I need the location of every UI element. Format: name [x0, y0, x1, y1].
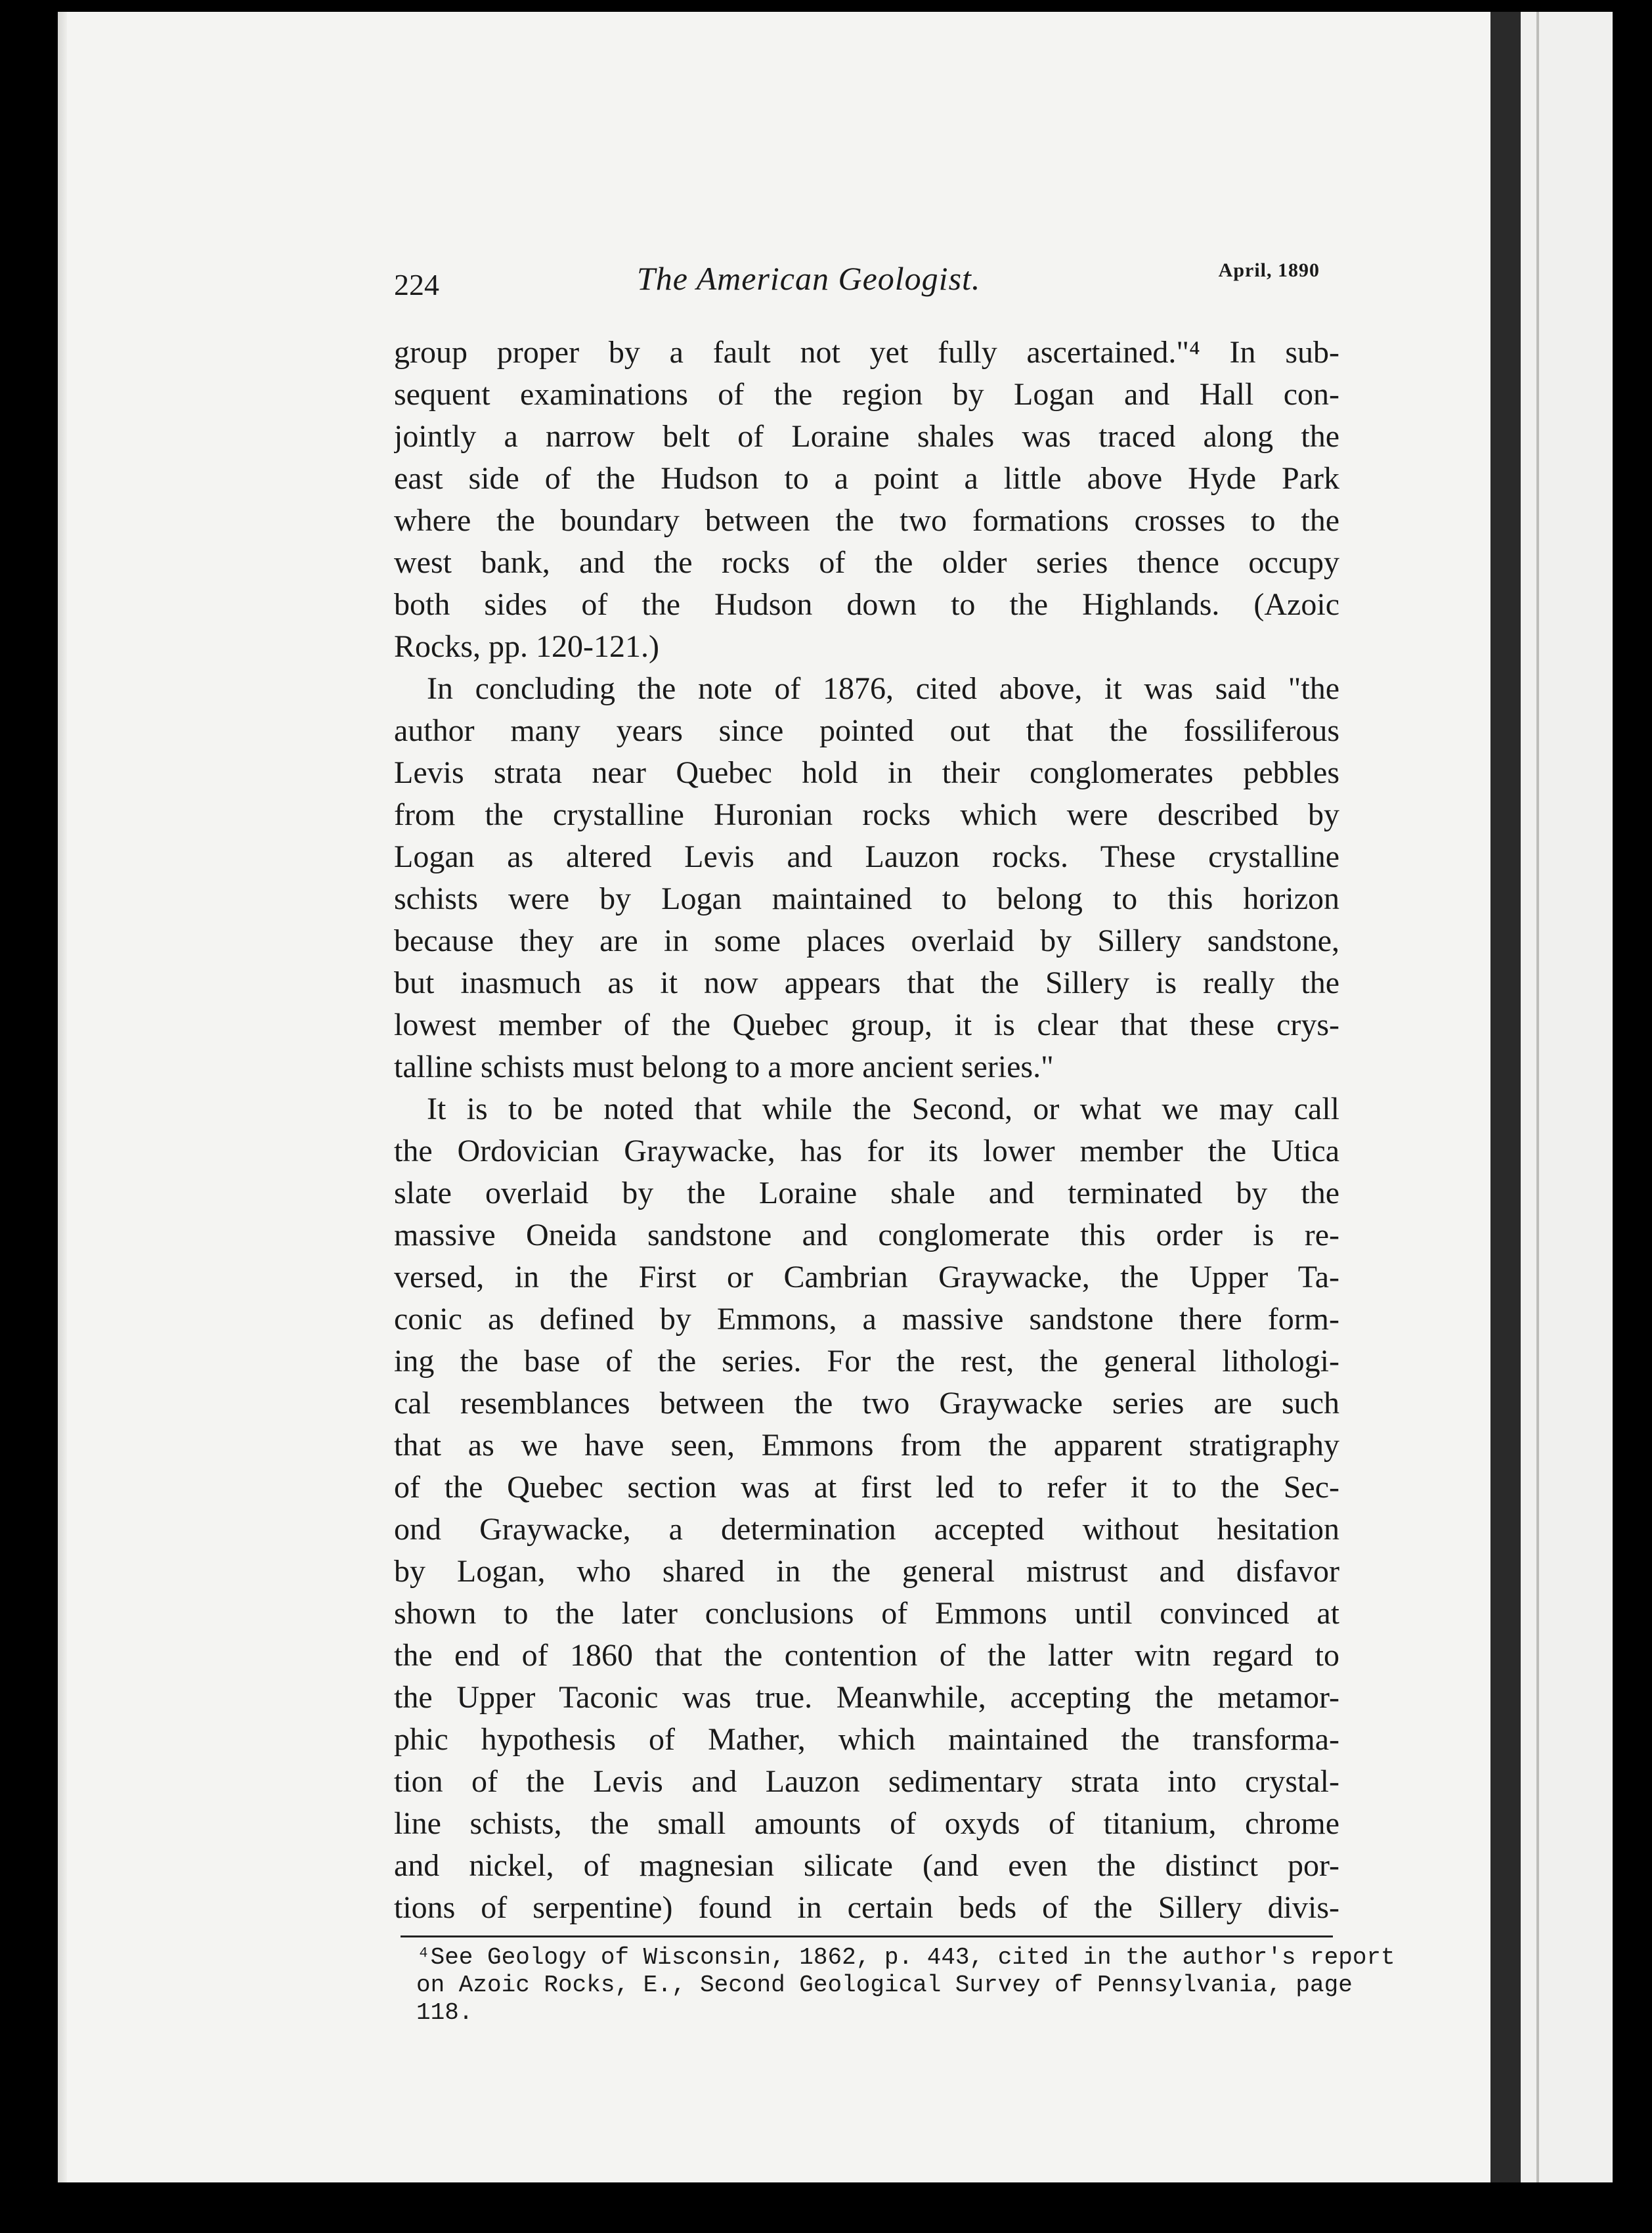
text-line: both sides of the Hudson down to the Highlands. (Azoic — [394, 587, 1339, 622]
text-line: In concluding the note of 1876, cited above, it was said "the — [427, 671, 1339, 706]
text-line: author many years since pointed out that the fossiliferous — [394, 713, 1339, 748]
text-line: east side of the Hudson to a point a little above Hyde Park — [394, 461, 1339, 496]
journal-title: The American Geologist. — [637, 260, 981, 297]
text-line: conic as defined by Emmons, a massive sandstone there form- — [394, 1302, 1339, 1337]
text-line: because they are in some places overlaid by Sillery sandstone, — [394, 923, 1339, 958]
text-line: cal resemblances between the two Graywacke series are such — [394, 1386, 1339, 1421]
text-line: tion of the Levis and Lauzon sedimentary strata into crystal- — [394, 1764, 1339, 1799]
text-line: massive Oneida sandstone and conglomerate this order is re- — [394, 1218, 1339, 1252]
text-line: slate overlaid by the Loraine shale and terminated by the — [394, 1176, 1339, 1210]
text-line: jointly a narrow belt of Loraine shales was traced along the — [394, 419, 1339, 454]
text-line: shown to the later conclusions of Emmons until convinced at — [394, 1596, 1339, 1631]
footnote-line: ⁴See Geology of Wisconsin, 1862, p. 443, cited in the author's report — [416, 1944, 1395, 1971]
text-line: Levis strata near Quebec hold in their conglomerates pebbles — [394, 755, 1339, 790]
footnote — [394, 1944, 1395, 2027]
facing-page-border — [1536, 12, 1539, 2182]
text-line: ing the base of the series. For the rest, the general lithologi- — [394, 1344, 1339, 1379]
text-line: where the boundary between the two formations crosses to the — [394, 503, 1339, 538]
page-left-edge — [58, 12, 67, 2182]
running-header — [394, 259, 1339, 319]
text-line: group proper by a fault not yet fully ascertained."⁴ In sub- — [394, 335, 1339, 370]
text-line: schists were by Logan maintained to belong to this horizon — [394, 881, 1339, 916]
paragraph-2 — [394, 668, 1339, 1088]
text-line: It is to be noted that while the Second, or what we may call — [427, 1092, 1339, 1126]
text-line: line schists, the small amounts of oxyds of titanium, chrome — [394, 1806, 1339, 1841]
footnote-rule — [401, 1935, 1333, 1937]
text-line: from the crystalline Huronian rocks which were described by — [394, 797, 1339, 832]
text-line: Logan as altered Levis and Lauzon rocks. These crystalline — [394, 839, 1339, 874]
text-line: sequent examinations of the region by Logan and Hall con- — [394, 377, 1339, 412]
text-line: and nickel, of magnesian silicate (and even the distinct por- — [394, 1848, 1339, 1883]
text-line: versed, in the First or Cambrian Graywacke, the Upper Ta- — [394, 1260, 1339, 1294]
text-line: that as we have seen, Emmons from the apparent stratigraphy — [394, 1428, 1339, 1463]
text-line: by Logan, who shared in the general mistrust and disfavor — [394, 1554, 1339, 1589]
text-line: but inasmuch as it now appears that the Sillery is really the — [394, 965, 1339, 1000]
text-line: west bank, and the rocks of the older series thence occupy — [394, 545, 1339, 580]
text-line: the Upper Taconic was true. Meanwhile, accepting the metamor- — [394, 1680, 1339, 1715]
paragraph-1 — [394, 332, 1339, 668]
book-gutter — [1490, 12, 1521, 2182]
text-line: ond Graywacke, a determination accepted without hesitation — [394, 1512, 1339, 1547]
text-line: talline schists must belong to a more ancient series." — [394, 1050, 1054, 1084]
text-line: lowest member of the Quebec group, it is clear that these crys- — [394, 1007, 1339, 1042]
footnote-line: 118. — [416, 1999, 473, 2026]
paragraph-3 — [394, 1088, 1339, 1929]
text-area — [394, 259, 1395, 2027]
issue-date: April, 1890 — [1218, 259, 1320, 281]
text-line: Rocks, pp. 120-121.) — [394, 629, 659, 664]
text-line: the Ordovician Graywacke, has for its lower member the Utica — [394, 1134, 1339, 1168]
text-line: tions of serpentine) found in certain beds of the Sillery divis- — [394, 1890, 1339, 1925]
footnote-line: on Azoic Rocks, E., Second Geological Survey of Pennsylvania, page — [416, 1972, 1353, 1999]
text-line: the end of 1860 that the contention of the latter witn regard to — [394, 1638, 1339, 1673]
text-line: of the Quebec section was at first led to refer it to the Sec- — [394, 1470, 1339, 1505]
page-number: 224 — [394, 268, 439, 301]
text-line: phic hypothesis of Mather, which maintained the transforma- — [394, 1722, 1339, 1757]
facing-page-edge — [1521, 12, 1613, 2182]
